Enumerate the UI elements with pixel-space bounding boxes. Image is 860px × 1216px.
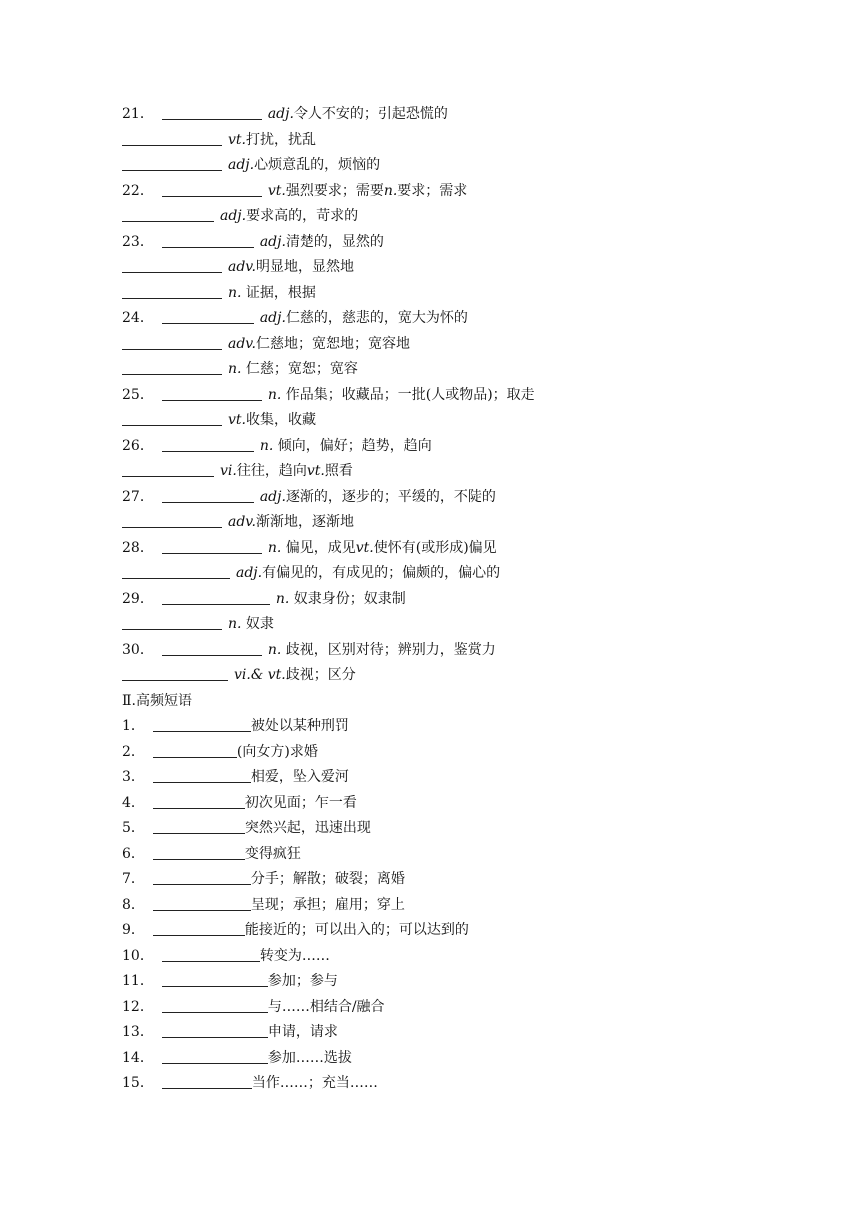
vocab-row	[122, 536, 762, 562]
definition: 呈现；承担；雇用；穿上	[250, 896, 405, 913]
item-number: 22．	[122, 182, 154, 199]
item-number: 21．	[122, 106, 154, 122]
item-number: 11．	[122, 973, 154, 989]
phrase-row	[122, 918, 762, 944]
vocab-row	[122, 485, 762, 511]
answer-blank[interactable]	[162, 384, 262, 401]
definition: 被处以某种刑罚	[250, 718, 349, 734]
definition: 仁慈地；宽恕地；宽容地	[256, 335, 411, 352]
item-number: 27．	[122, 488, 154, 505]
definition: 转变为……	[259, 947, 330, 964]
answer-blank[interactable]	[153, 715, 251, 732]
answer-blank[interactable]	[162, 970, 268, 987]
definition: 收集，收藏	[246, 412, 316, 428]
definition: 有偏见的，有成见的；偏颇的，偏心的	[262, 565, 501, 581]
answer-blank[interactable]	[162, 180, 262, 197]
definition: 心烦意乱的，烦恼的	[254, 157, 381, 173]
vocab-row	[122, 153, 762, 179]
vocab-row	[122, 357, 762, 383]
vocab-row	[122, 128, 762, 154]
phrase-list	[122, 714, 762, 1097]
definition: 初次见面；乍一看	[244, 794, 357, 811]
answer-blank[interactable]	[162, 996, 268, 1013]
phrase-row	[122, 740, 762, 766]
answer-blank[interactable]	[162, 1072, 252, 1089]
part-of-speech: vt.	[228, 131, 246, 148]
part-of-speech: n.	[228, 616, 242, 632]
answer-blank[interactable]	[162, 639, 262, 656]
part-of-speech: adj.	[259, 488, 286, 505]
answer-blank[interactable]	[122, 358, 222, 375]
definition: 倾向，偏好；趋势，趋向	[273, 437, 432, 454]
definition: 歧视，区别对待；辨别力，鉴赏力	[281, 641, 496, 658]
definition: 变得疯狂	[244, 845, 301, 862]
phrase-row	[122, 765, 762, 791]
vocab-row	[122, 383, 762, 409]
vocab-row	[122, 459, 762, 485]
item-number: 3．	[122, 769, 145, 785]
part-of-speech: n.	[275, 590, 290, 607]
part-of-speech: adj.	[220, 208, 247, 224]
item-number: 23．	[122, 233, 154, 250]
definition: 明显地，显然地	[256, 259, 355, 275]
answer-blank[interactable]	[122, 256, 222, 273]
vocab-row	[122, 434, 762, 460]
answer-blank[interactable]	[162, 486, 254, 503]
phrase-row	[122, 791, 762, 817]
part-of-speech: adv.	[228, 514, 257, 530]
definition: 参加……选拔	[267, 1049, 352, 1066]
vocab-row	[122, 510, 762, 536]
item-number: 30．	[122, 641, 154, 658]
definition: 作品集；收藏品；一批(人或物品)；取走	[281, 386, 535, 403]
vocab-row	[122, 408, 762, 434]
phrase-row	[122, 969, 762, 995]
definition-2: 要求；需求	[397, 182, 468, 199]
item-number: 28．	[122, 539, 154, 556]
vocab-row	[122, 179, 762, 205]
phrase-row	[122, 842, 762, 868]
item-number: 29．	[122, 590, 154, 607]
answer-blank[interactable]	[162, 435, 254, 452]
part-of-speech-2: n.	[383, 182, 398, 199]
part-of-speech: adv.	[228, 335, 257, 352]
part-of-speech: n.	[267, 386, 282, 403]
definition: 证据，根据	[241, 284, 316, 301]
vocab-row	[122, 587, 762, 613]
answer-blank[interactable]	[162, 1021, 268, 1038]
answer-blank[interactable]	[122, 664, 228, 681]
definition: (向女方)求婚	[236, 743, 318, 760]
vocab-row	[122, 663, 762, 689]
part-of-speech: adj.	[228, 157, 255, 173]
answer-blank[interactable]	[122, 409, 222, 426]
answer-blank[interactable]	[153, 843, 245, 860]
definition-2: 照看	[324, 463, 353, 479]
content-area	[122, 102, 762, 1097]
answer-blank[interactable]	[122, 154, 222, 171]
definition: 渐渐地，逐渐地	[256, 514, 355, 530]
definition: 突然兴起，迅速出现	[244, 820, 371, 836]
answer-blank[interactable]	[162, 537, 262, 554]
part-of-speech: n.	[259, 437, 274, 454]
vocab-row	[122, 255, 762, 281]
vocab-row	[122, 638, 762, 664]
item-number: 7．	[122, 871, 145, 887]
item-number: 25．	[122, 386, 154, 403]
answer-blank[interactable]	[162, 307, 254, 324]
answer-blank[interactable]	[122, 205, 214, 222]
vocab-row	[122, 332, 762, 358]
part-of-speech: vi.& vt.	[234, 667, 286, 683]
item-number: 10．	[122, 947, 154, 964]
answer-blank[interactable]	[153, 741, 237, 758]
answer-blank[interactable]	[162, 1047, 268, 1064]
answer-blank[interactable]	[153, 792, 245, 809]
answer-blank[interactable]	[162, 103, 262, 120]
item-number: 1．	[122, 718, 145, 734]
phrase-row	[122, 867, 762, 893]
vocab-list	[122, 102, 762, 689]
part-of-speech: n.	[267, 539, 282, 556]
definition: 偏见，成见	[281, 539, 356, 556]
part-of-speech: adj.	[236, 565, 263, 581]
item-number: 14．	[122, 1049, 154, 1066]
vocab-row	[122, 102, 762, 128]
vocab-row	[122, 281, 762, 307]
phrase-row	[122, 944, 762, 970]
definition: 要求高的，苛求的	[246, 208, 359, 224]
part-of-speech: adv.	[228, 259, 257, 275]
definition: 清楚的，显然的	[285, 233, 384, 250]
definition: 当作……；充当……	[251, 1075, 378, 1091]
item-number: 6．	[122, 845, 145, 862]
definition: 参加；参与	[267, 973, 338, 989]
part-of-speech: vi.	[220, 463, 237, 479]
section-heading: Ⅱ.高频短语	[122, 692, 192, 709]
answer-blank[interactable]	[153, 766, 251, 783]
item-number: 9．	[122, 922, 145, 938]
answer-blank[interactable]	[122, 460, 214, 477]
vocab-row	[122, 612, 762, 638]
item-number: 15．	[122, 1075, 154, 1091]
answer-blank[interactable]	[162, 231, 254, 248]
part-of-speech: n.	[228, 284, 242, 301]
part-of-speech: adj.	[267, 106, 294, 122]
part-of-speech: vt.	[267, 182, 286, 199]
answer-blank[interactable]	[162, 588, 270, 605]
definition-2: 使怀有(或形成)偏见	[373, 539, 497, 556]
phrase-row	[122, 714, 762, 740]
item-number: 8．	[122, 896, 145, 913]
part-of-speech: n.	[228, 361, 242, 377]
definition: 仁慈的，慈悲的，宽大为怀的	[285, 310, 468, 326]
definition: 相爱，坠入爱河	[250, 769, 349, 785]
item-number: 13．	[122, 1024, 154, 1040]
vocab-row	[122, 230, 762, 256]
phrase-row	[122, 1046, 762, 1072]
vocab-row	[122, 561, 762, 587]
phrase-row	[122, 893, 762, 919]
item-number: 26．	[122, 437, 154, 454]
item-number: 2．	[122, 743, 145, 760]
definition: 与……相结合/融合	[267, 998, 385, 1015]
phrase-row	[122, 995, 762, 1021]
answer-blank[interactable]	[122, 333, 222, 350]
answer-blank[interactable]	[122, 282, 222, 299]
phrase-row	[122, 816, 762, 842]
definition: 强烈要求；需要	[285, 182, 384, 199]
definition: 能接近的；可以出入的；可以达到的	[244, 922, 469, 938]
definition: 仁慈；宽恕；宽容	[241, 361, 358, 377]
definition: 令人不安的；引起恐慌的	[293, 106, 448, 122]
definition: 往往，趋向	[236, 463, 307, 479]
answer-blank[interactable]	[122, 511, 222, 528]
definition: 打扰，扰乱	[246, 131, 316, 148]
definition: 奴隶身份；奴隶制	[289, 590, 406, 607]
answer-blank[interactable]	[122, 562, 230, 579]
part-of-speech: n.	[267, 641, 282, 658]
definition: 申请，请求	[267, 1024, 338, 1040]
definition: 逐渐的，逐步的；平缓的，不陡的	[285, 488, 496, 505]
definition: 奴隶	[241, 616, 274, 632]
phrase-row	[122, 1071, 762, 1097]
answer-blank[interactable]	[122, 613, 222, 630]
part-of-speech: adj.	[259, 310, 286, 326]
part-of-speech-2: vt.	[355, 539, 374, 556]
definition: 歧视；区分	[285, 667, 356, 683]
item-number: 5．	[122, 820, 145, 836]
answer-blank[interactable]	[153, 868, 251, 885]
item-number: 24．	[122, 310, 154, 326]
item-number: 4．	[122, 794, 145, 811]
answer-blank[interactable]	[153, 817, 245, 834]
definition: 分手；解散；破裂；离婚	[250, 871, 405, 887]
part-of-speech: adj.	[259, 233, 286, 250]
answer-blank[interactable]	[153, 919, 245, 936]
vocab-row	[122, 204, 762, 230]
vocab-row	[122, 306, 762, 332]
part-of-speech: vt.	[228, 412, 246, 428]
phrase-row	[122, 1020, 762, 1046]
part-of-speech-2: vt.	[306, 463, 325, 479]
item-number: 12．	[122, 998, 154, 1015]
answer-blank[interactable]	[162, 945, 260, 962]
answer-blank[interactable]	[153, 894, 251, 911]
answer-blank[interactable]	[122, 129, 222, 146]
